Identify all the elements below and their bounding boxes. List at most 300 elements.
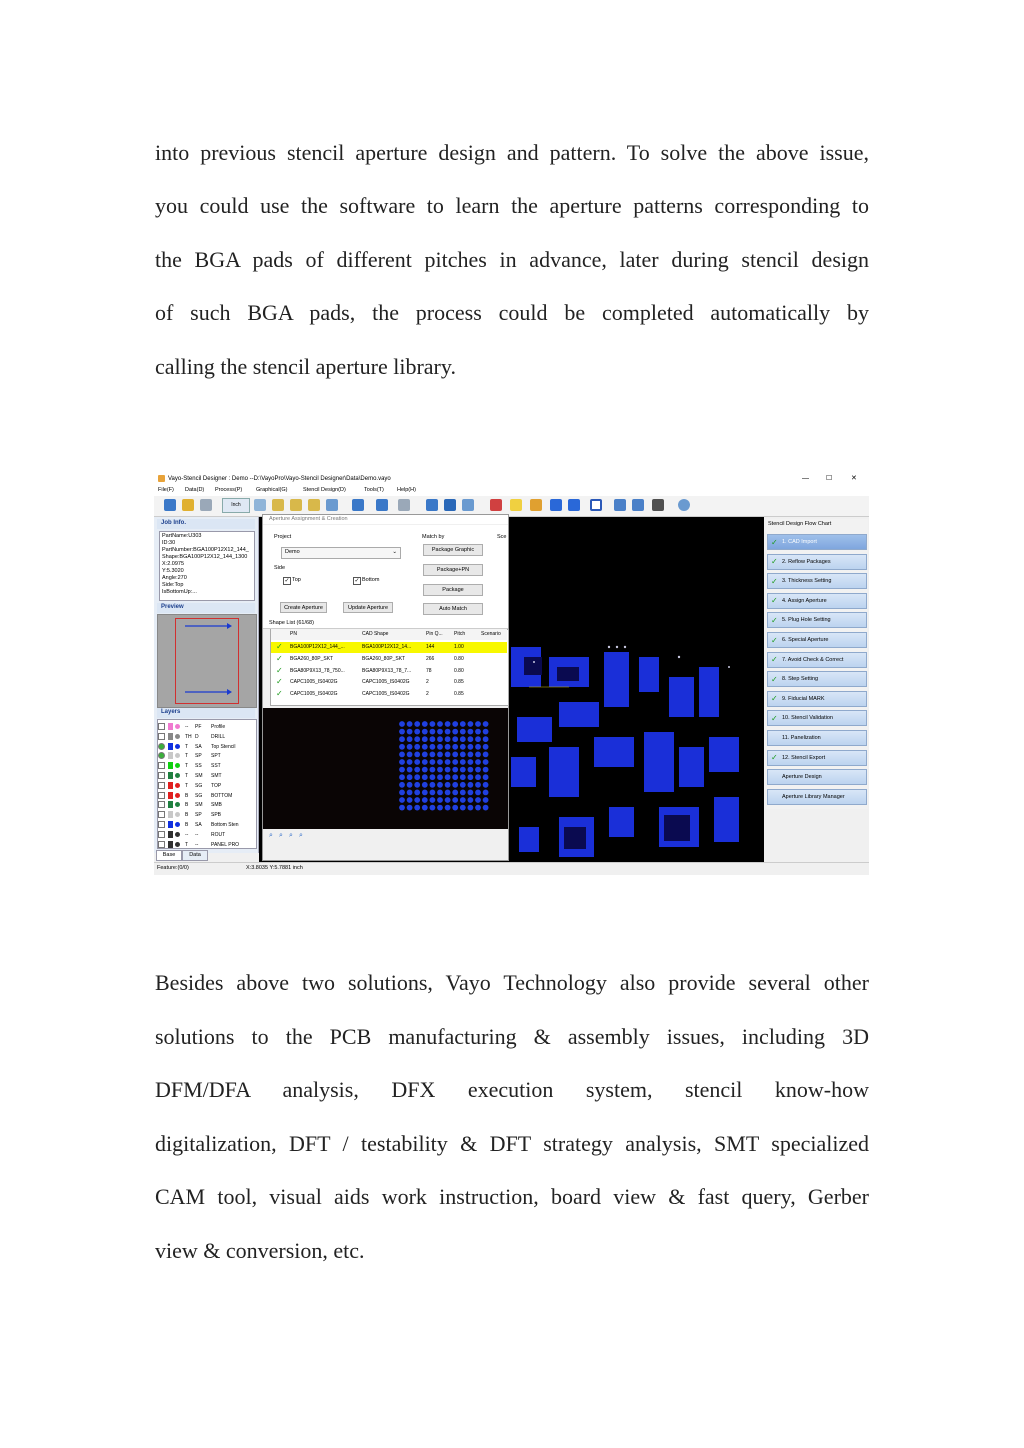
zoom-out-icon[interactable] [272, 499, 284, 511]
check-icon: ✓ [771, 655, 778, 665]
layers-header [157, 708, 255, 718]
layer-row[interactable] [158, 742, 253, 752]
bga-pad [468, 721, 474, 727]
bga-pad [468, 736, 474, 742]
job-info-line: PartNumber:BGA100P12X12_144_ [162, 547, 249, 553]
bga-pad [475, 805, 481, 811]
bga-pad [483, 782, 489, 788]
bga-pad [452, 752, 458, 758]
bga-pad [430, 729, 436, 735]
flow-step-button[interactable] [767, 554, 867, 570]
layer-side: T [185, 782, 189, 789]
layer-side: TH [185, 733, 192, 740]
layer-type: SS [195, 763, 202, 770]
bga-pad [460, 729, 466, 735]
flow-step-button[interactable] [767, 769, 867, 785]
table-cell: BGA80P9X13_78_7... [362, 667, 412, 674]
bga-pad [399, 774, 405, 780]
bga-pad [483, 752, 489, 758]
layer-visibility-checkbox[interactable] [158, 841, 165, 848]
check-icon: ✓ [276, 689, 283, 699]
layer-side: T [185, 763, 189, 770]
bar-icon[interactable] [444, 499, 456, 511]
layers-title: Layers [161, 709, 181, 715]
layer-name: SMT [211, 773, 222, 779]
bga-pad [399, 782, 405, 788]
layer-name: Bottom Sten [211, 822, 239, 828]
project-select-value: Demo [285, 549, 300, 555]
settings-icon[interactable] [182, 499, 194, 511]
check-icon: ✓ [771, 576, 778, 586]
layer-row[interactable] [158, 800, 253, 810]
layer-row[interactable] [158, 781, 253, 791]
unit-select[interactable] [222, 498, 250, 513]
flow-step-label: 11. Panelization [782, 735, 821, 741]
table-column-header[interactable]: Scenario [481, 631, 501, 637]
layer-visibility-checkbox[interactable] [158, 752, 165, 759]
menu-stencil-design[interactable]: Stencil Design(D) [303, 487, 346, 493]
save-icon[interactable] [164, 499, 176, 511]
dialog-titlebar [263, 515, 508, 524]
layer-type: SG [195, 782, 203, 789]
layer-row[interactable] [158, 840, 253, 850]
bga-pad [437, 744, 443, 750]
layer-name: SMB [211, 802, 222, 809]
bga-pad [475, 759, 481, 765]
flow-step-label: 2. Reflow Packages [782, 558, 831, 565]
bga-pad [422, 805, 428, 811]
layer-name: SPB [211, 812, 222, 819]
tool-icon[interactable] [632, 499, 644, 511]
software-screenshot [154, 472, 869, 875]
check-icon: ✓ [771, 713, 778, 723]
layer-row[interactable] [158, 810, 253, 820]
layer-side: B [185, 792, 189, 799]
bga-pad [399, 805, 405, 811]
arrow-down-icon[interactable] [568, 499, 580, 511]
flow-step-button[interactable] [767, 691, 867, 707]
flow-step-button[interactable] [767, 632, 867, 648]
bga-pad [414, 767, 420, 773]
match-by-label: Match by [422, 534, 445, 540]
bga-pad [452, 744, 458, 750]
zoom-fit-icon[interactable]: ⌕ [289, 832, 293, 839]
layer-type: SM [195, 802, 203, 809]
bga-pad [399, 797, 405, 803]
layer-color-swatch [168, 762, 173, 769]
tab-data[interactable] [182, 850, 208, 861]
package-graphic-button[interactable] [423, 544, 483, 556]
bga-pad [422, 790, 428, 796]
layer-type: SP [195, 753, 202, 760]
bga-pad [414, 759, 420, 765]
layer-visibility-checkbox[interactable] [158, 762, 165, 769]
bottom-checkbox-label: Bottom [362, 577, 380, 583]
measure-icon[interactable] [376, 499, 388, 511]
bga-pad [460, 752, 466, 758]
layer-visibility-checkbox[interactable] [158, 801, 165, 808]
layer-side: T [185, 841, 189, 848]
layer-color-swatch [168, 811, 173, 818]
bga-pad [430, 721, 436, 727]
crosshair-icon[interactable] [678, 499, 690, 511]
layer-name: ROUT [211, 831, 226, 838]
rectangle-icon[interactable] [590, 499, 602, 511]
bga-pad [452, 797, 458, 803]
update-aperture-label: Update Aperture [347, 604, 389, 611]
side-label: Side [274, 565, 286, 571]
zoom-fit-icon[interactable] [290, 499, 302, 511]
flow-step-label: Aperture Library Manager [782, 793, 845, 800]
zoom-reset-icon[interactable]: ⌕ [299, 832, 303, 839]
zoom-area-icon[interactable] [308, 499, 320, 511]
bga-pad [483, 729, 489, 735]
bga-pad [475, 774, 481, 780]
bga-pad [430, 797, 436, 803]
job-info-line: Side:Top [162, 582, 184, 588]
flow-step-button[interactable] [767, 612, 867, 628]
layer-visibility-checkbox[interactable] [158, 743, 165, 750]
flow-step-label: 1. CAD Import [782, 539, 817, 545]
bga-pad [437, 767, 443, 773]
bga-pad [445, 729, 451, 735]
menu-process[interactable]: Process(P) [215, 487, 243, 493]
bga-pad [414, 752, 420, 758]
bga-pad [414, 790, 420, 796]
update-aperture-button[interactable] [343, 602, 393, 613]
flow-step-button[interactable] [767, 710, 867, 726]
bga-pad [445, 805, 451, 811]
top-checkbox-label: Top [292, 577, 301, 583]
flow-step-label: 7. Avoid Check & Correct [782, 656, 844, 663]
minimize-button[interactable]: — [802, 475, 809, 482]
bga-pad [422, 721, 428, 727]
package-button[interactable] [423, 584, 483, 596]
bga-pad [422, 782, 428, 788]
table-column-header[interactable]: Pin Q... [426, 631, 443, 637]
layer-row[interactable] [158, 732, 253, 742]
bga-pad [452, 759, 458, 765]
bga-pad [468, 752, 474, 758]
bga-pad [483, 797, 489, 803]
layer-row[interactable] [158, 820, 253, 830]
layer-visibility-checkbox[interactable] [158, 821, 165, 828]
bga-pad [460, 759, 466, 765]
bga-pad [452, 767, 458, 773]
table-cell: CAPC1005_IS0402G [362, 679, 410, 686]
layer-type: SA [195, 822, 202, 828]
bga-pad [468, 759, 474, 765]
auto-match-button[interactable] [423, 603, 483, 615]
check-icon: ✓ [771, 557, 778, 567]
arrow-right-icon [183, 688, 233, 696]
bga-pad [452, 782, 458, 788]
text-line: digitalization, DFT / testability & DFT strategy analysis, SMT specialized [155, 1131, 869, 1156]
bga-pad [430, 767, 436, 773]
table-cell: CAPC1005_IS0402G [362, 691, 410, 698]
bga-pad [475, 744, 481, 750]
text-line: CAM tool, visual aids work instruction, board view & fast query, Gerber [155, 1184, 869, 1209]
layer-visibility-checkbox[interactable] [158, 792, 165, 799]
layer-side: T [185, 753, 189, 760]
bga-pad [483, 736, 489, 742]
align-icon[interactable] [426, 499, 438, 511]
window-title: Vayo-Stencil Designer : Demo --D:\VayoPro\Vayo-Stencil Designer\Data\Demo.vayo [168, 476, 391, 482]
bga-pad [407, 752, 413, 758]
layer-type: -- [195, 831, 199, 838]
bga-pad [483, 805, 489, 811]
bga-pad-grid [263, 708, 508, 829]
rotate-icon[interactable] [462, 499, 474, 511]
table-cell: BGA80P9X13_78_750... [290, 667, 345, 674]
table-row[interactable] [271, 677, 507, 688]
bga-pad [475, 782, 481, 788]
layer-visibility-checkbox[interactable] [158, 811, 165, 818]
layer-color-swatch [168, 801, 173, 808]
bga-pad [483, 759, 489, 765]
layer-name: Profile [211, 724, 226, 730]
bga-pad [430, 790, 436, 796]
text-line: Besides above two solutions, Vayo Technology also provide several other [155, 970, 869, 995]
package-label: Package [442, 587, 464, 593]
bga-pad [414, 797, 420, 803]
layer-visibility-checkbox[interactable] [158, 782, 165, 789]
bga-pad [445, 797, 451, 803]
flow-step-button[interactable] [767, 789, 867, 805]
layer-row[interactable] [158, 830, 253, 840]
tool-icon[interactable] [614, 499, 626, 511]
close-button[interactable]: ✕ [851, 475, 857, 482]
zoom-out-icon[interactable]: ⌕ [279, 832, 283, 839]
layer-color-dot [175, 753, 180, 758]
job-info-line: Shape:BGA100P12X12_144_1300 [162, 554, 248, 560]
layer-color-swatch [168, 752, 173, 759]
layer-name: SST [211, 763, 221, 770]
package-pn-button[interactable] [423, 564, 483, 576]
job-info-line: Y:5.3020 [162, 568, 184, 574]
layers-icon[interactable] [352, 499, 364, 511]
bga-pad [460, 790, 466, 796]
preview-box [157, 614, 257, 708]
table-header-row [271, 629, 507, 640]
layer-name: DRILL [211, 733, 226, 740]
table-row[interactable] [271, 654, 507, 665]
zoom-in-icon[interactable] [254, 499, 266, 511]
layer-side: T [185, 743, 189, 750]
layer-name: SPT [211, 753, 221, 760]
job-info-header [157, 519, 255, 529]
arrow-right-icon [183, 622, 233, 630]
bga-pad [445, 736, 451, 742]
table-column-header[interactable]: PN [290, 631, 297, 637]
bga-pad [430, 736, 436, 742]
table-cell: BGA100P12X12_14... [362, 644, 412, 650]
flow-step-label: 12. Stencil Export [782, 754, 826, 761]
bga-pad [445, 767, 451, 773]
bga-pad [422, 767, 428, 773]
create-aperture-button[interactable] [280, 602, 327, 613]
top-checkbox[interactable]: ✓ [284, 578, 290, 584]
flow-step-label: 4. Assign Aperture [782, 597, 827, 604]
bga-pad [414, 744, 420, 750]
flow-step-label: Aperture Design [782, 774, 822, 781]
bga-pad [452, 790, 458, 796]
check-icon: ✓ [276, 642, 283, 651]
text-line: DFM/DFA analysis, DFX execution system, stencil know-how [155, 1077, 869, 1102]
table-cell: 78 [426, 667, 432, 674]
layer-name: TOP [211, 782, 222, 789]
layer-row[interactable] [158, 771, 253, 781]
text-line: calling the stencil aperture library. [155, 354, 456, 379]
project-label: Project [274, 534, 292, 540]
bga-pad [399, 729, 405, 735]
scenario-label: Sce [497, 534, 507, 540]
pencil-icon[interactable] [530, 499, 542, 511]
menu-bar [154, 486, 869, 496]
flow-step-label: 10. Stencil Validation [782, 715, 833, 722]
table-row[interactable] [271, 642, 507, 653]
flow-step-button[interactable] [767, 652, 867, 668]
bga-pad [452, 805, 458, 811]
layer-color-dot [175, 822, 180, 827]
bga-pad [483, 721, 489, 727]
bga-pad [414, 736, 420, 742]
tab-base[interactable] [156, 850, 182, 861]
bottom-checkbox[interactable]: ✓ [354, 578, 360, 584]
job-info-line: Angle:270 [162, 575, 187, 581]
layer-side: -- [185, 724, 189, 730]
table-cell: CAPC1005_IS0402G [290, 691, 338, 698]
layer-visibility-checkbox[interactable] [158, 723, 165, 730]
bga-pad [399, 736, 405, 742]
layer-color-swatch [168, 792, 173, 799]
layer-color-swatch [168, 821, 173, 828]
menu-data[interactable]: Data(D) [185, 487, 205, 493]
layer-visibility-checkbox[interactable] [158, 733, 165, 740]
pan-icon[interactable] [326, 499, 338, 511]
layer-color-dot [175, 773, 180, 778]
menu-help[interactable]: Help(H) [397, 487, 416, 493]
preview-header [157, 603, 255, 613]
bga-pad [445, 774, 451, 780]
bga-pad [452, 736, 458, 742]
layer-row[interactable] [158, 761, 253, 771]
bga-pad [460, 767, 466, 773]
layer-visibility-checkbox[interactable] [158, 772, 165, 779]
bga-pad [430, 759, 436, 765]
maximize-button[interactable]: ☐ [826, 475, 833, 482]
job-info-box [159, 531, 255, 601]
layer-row[interactable] [158, 751, 253, 761]
bga-pad [445, 782, 451, 788]
bga-pad [430, 744, 436, 750]
table-cell: 0.80 [454, 667, 464, 674]
app-icon [158, 475, 165, 482]
bga-pad [475, 797, 481, 803]
check-icon: ✓ [771, 635, 778, 645]
bga-pad [468, 805, 474, 811]
bga-pad [468, 729, 474, 735]
create-aperture-label: Create Aperture [284, 604, 323, 611]
check-icon: ✓ [771, 615, 778, 625]
flow-step-button[interactable] [767, 593, 867, 609]
layer-color-dot [175, 734, 180, 739]
flow-step-button[interactable] [767, 671, 867, 687]
zoom-in-icon[interactable]: ⌕ [269, 832, 273, 839]
project-select[interactable] [281, 547, 401, 559]
document-icon[interactable] [200, 499, 212, 511]
bulb-icon[interactable] [510, 499, 522, 511]
undo-icon[interactable] [652, 499, 664, 511]
bga-pad [452, 774, 458, 780]
layer-visibility-checkbox[interactable] [158, 831, 165, 838]
menu-tools[interactable]: Tools(T) [364, 487, 384, 493]
table-column-header[interactable]: CAD Shape [362, 631, 389, 637]
bga-pad [475, 729, 481, 735]
layer-row[interactable] [158, 791, 253, 801]
arrow-up-icon[interactable] [550, 499, 562, 511]
bga-pad [468, 744, 474, 750]
table-column-header[interactable]: Pitch [454, 631, 466, 637]
bga-pad [422, 736, 428, 742]
table-cell: 1.00 [454, 644, 464, 650]
flow-step-label: 6. Special Aperture [782, 637, 829, 643]
flow-step-label: 5. Plug Hole Setting [782, 617, 831, 624]
check-icon: ✓ [276, 665, 283, 675]
menu-graphical[interactable]: Graphical(G) [256, 487, 288, 493]
bga-pad [414, 729, 420, 735]
flow-step-button[interactable] [767, 750, 867, 766]
preview-title: Preview [161, 604, 184, 610]
layer-row[interactable] [158, 722, 253, 732]
auto-match-label: Auto Match [439, 606, 467, 612]
menu-file[interactable]: File(F) [158, 487, 174, 493]
layer-color-swatch [168, 743, 173, 750]
shape-list-label: Shape List (61/68) [269, 620, 314, 626]
bga-pad [407, 805, 413, 811]
unit-select-value: Inch [231, 502, 241, 508]
bga-pad [414, 721, 420, 727]
bga-pad [437, 759, 443, 765]
flow-step-label: 3. Thickness Setting [782, 578, 832, 585]
bga-pad [430, 774, 436, 780]
bga-pad [475, 736, 481, 742]
package-pn-label: Package+PN [436, 567, 470, 573]
table-row[interactable] [271, 666, 507, 677]
mirror-icon[interactable] [490, 499, 502, 511]
text-line: the BGA pads of different pitches in advance, later during stencil design [155, 247, 869, 272]
coordinates-status: X:3.8035 Y:5.7881 inch [246, 865, 303, 871]
flow-step-button[interactable] [767, 534, 867, 550]
bga-pad [475, 790, 481, 796]
bga-pad [407, 790, 413, 796]
bga-pad [437, 782, 443, 788]
flow-step-button[interactable] [767, 730, 867, 746]
bga-pad [460, 805, 466, 811]
layer-side: -- [185, 831, 189, 838]
bga-pad [430, 782, 436, 788]
layer-type: SA [195, 743, 202, 750]
table-row[interactable] [271, 689, 507, 700]
layer-color-swatch [168, 831, 173, 838]
select-icon[interactable] [398, 499, 410, 511]
flow-step-button[interactable] [767, 573, 867, 589]
text-line: of such BGA pads, the process could be completed automatically by [155, 300, 869, 325]
dialog-title: Aperture Assignment & Creation [269, 516, 348, 522]
layer-color-dot [175, 783, 180, 788]
layer-color-dot [175, 793, 180, 798]
layer-side: B [185, 812, 189, 819]
